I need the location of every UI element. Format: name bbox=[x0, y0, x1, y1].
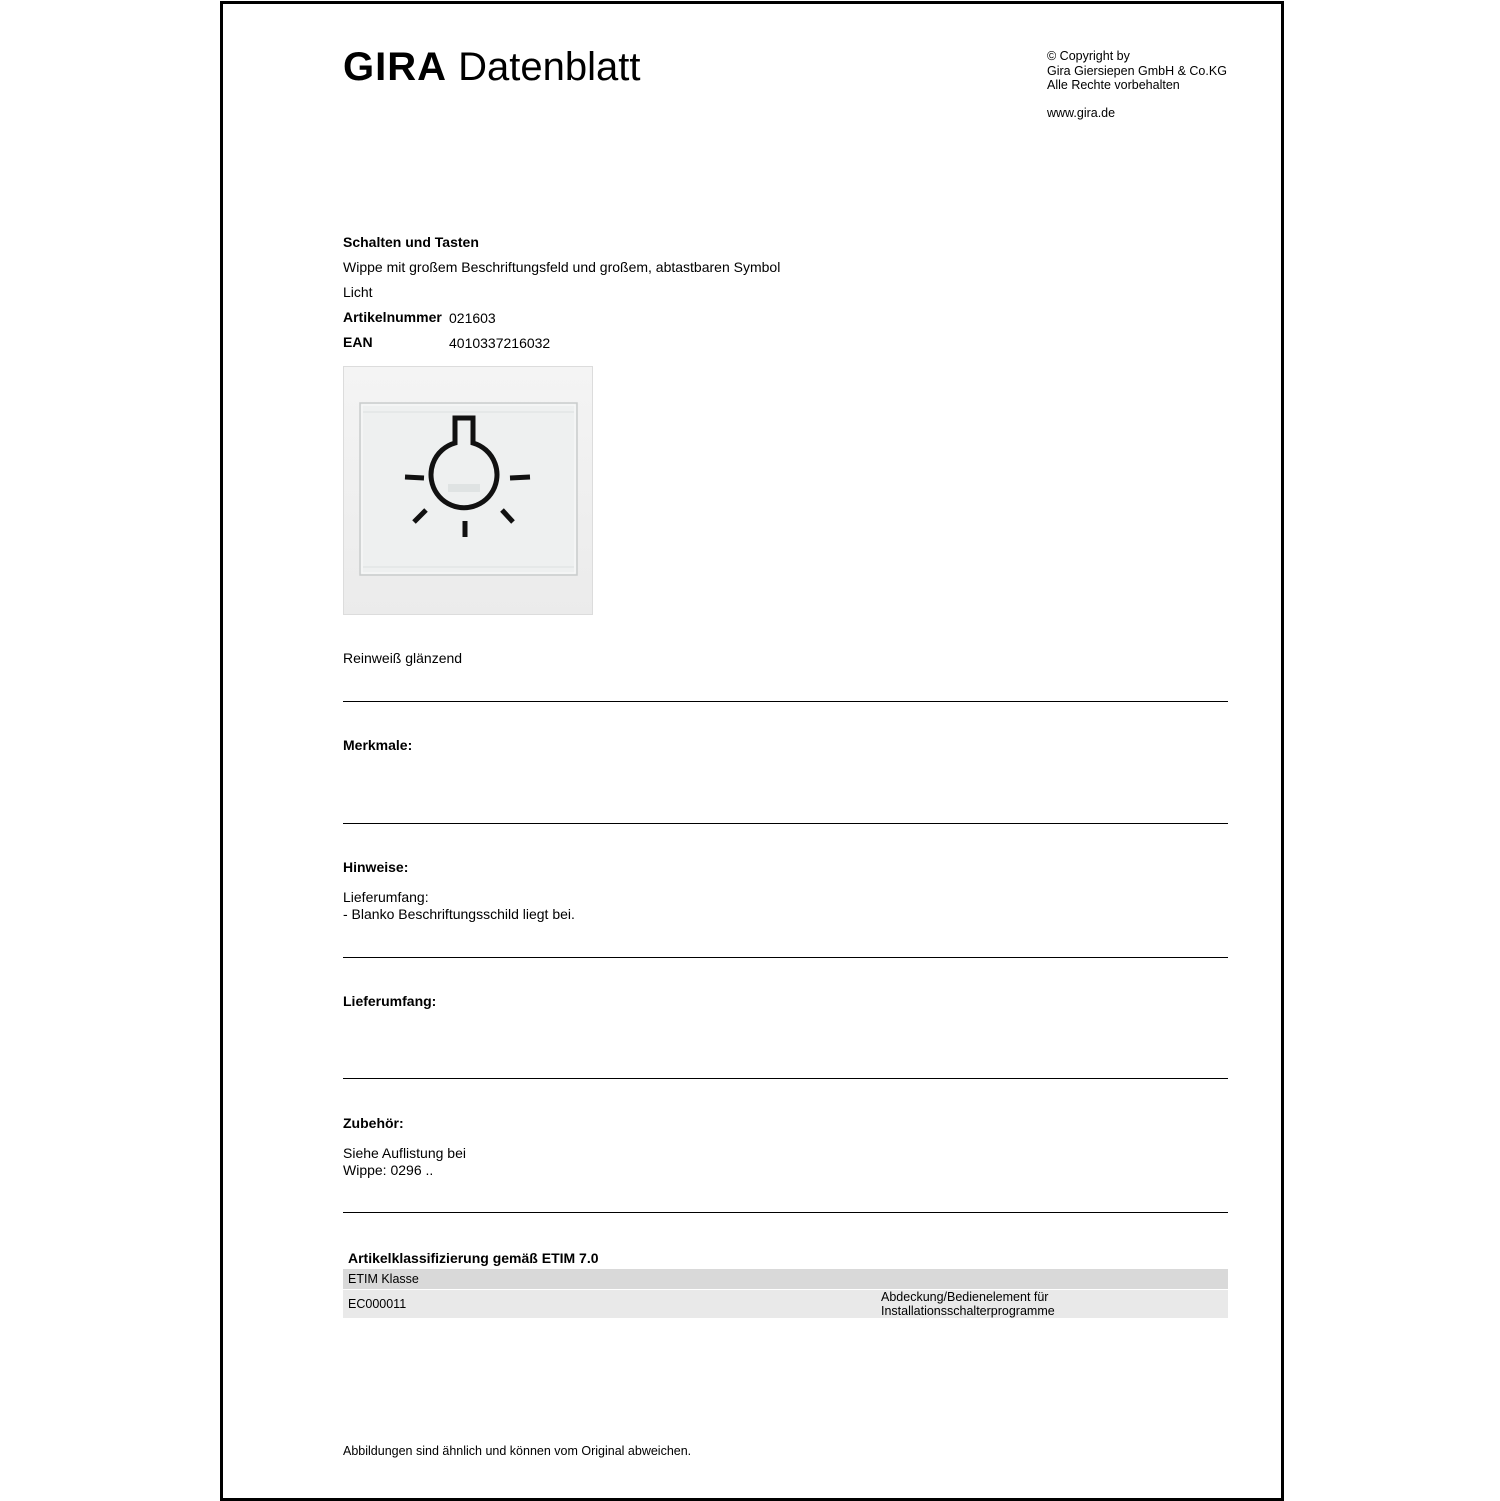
hinweise-line: - Blanko Beschriftungsschild liegt bei. bbox=[343, 906, 575, 922]
zubehoer-line: Siehe Auflistung bei bbox=[343, 1145, 466, 1161]
etim-class-name-line: Abdeckung/Bedienelement für bbox=[881, 1290, 1049, 1304]
product-finish: Reinweiß glänzend bbox=[343, 650, 463, 666]
hinweise-text bbox=[343, 889, 575, 923]
zubehoer-line: Wippe: 0296 .. bbox=[343, 1162, 434, 1178]
etim-title: Artikelklassifizierung gemäß ETIM 7.0 bbox=[348, 1250, 599, 1266]
product-category: Schalten und Tasten bbox=[343, 234, 479, 250]
product-variant: Licht bbox=[343, 284, 373, 300]
divider bbox=[343, 957, 1228, 958]
etim-class-name bbox=[881, 1290, 1055, 1318]
ean-value: 4010337216032 bbox=[449, 335, 551, 351]
article-number-label: Artikelnummer bbox=[343, 309, 442, 325]
brand-title bbox=[343, 44, 640, 90]
copyright-block bbox=[1047, 49, 1227, 93]
copyright-line: © Copyright by bbox=[1047, 49, 1130, 63]
product-description: Wippe mit großem Beschriftungsfeld und großem, abtastbaren Symbol bbox=[343, 259, 781, 275]
gira-logo: GIRA bbox=[343, 45, 447, 89]
divider bbox=[343, 1212, 1228, 1213]
copyright-line: Gira Giersiepen GmbH & Co.KG bbox=[1047, 63, 1227, 78]
section-heading-zubehoer: Zubehör: bbox=[343, 1115, 404, 1131]
etim-table-header bbox=[343, 1269, 1228, 1289]
etim-header-label: ETIM Klasse bbox=[348, 1272, 419, 1286]
table-row bbox=[343, 1290, 1228, 1318]
section-heading-lieferumfang: Lieferumfang: bbox=[343, 993, 437, 1009]
section-heading-hinweise: Hinweise: bbox=[343, 859, 409, 875]
section-heading-merkmale: Merkmale: bbox=[343, 737, 413, 753]
ean-label: EAN bbox=[343, 334, 373, 350]
divider bbox=[343, 701, 1228, 702]
page-title: Datenblatt bbox=[458, 45, 641, 89]
divider bbox=[343, 823, 1228, 824]
etim-class-name-line: Installationsschalterprogramme bbox=[881, 1304, 1055, 1318]
website-link[interactable]: www.gira.de bbox=[1047, 106, 1116, 120]
etim-class-code: EC000011 bbox=[348, 1297, 407, 1311]
divider bbox=[343, 1078, 1228, 1079]
copyright-line: Alle Rechte vorbehalten bbox=[1047, 78, 1180, 92]
hinweise-line: Lieferumfang: bbox=[343, 889, 429, 905]
zubehoer-text bbox=[343, 1145, 466, 1179]
light-bulb-symbol-icon bbox=[343, 366, 593, 615]
footer-disclaimer: Abbildungen sind ähnlich und können vom Original abweichen. bbox=[343, 1444, 692, 1458]
article-number-value: 021603 bbox=[449, 310, 496, 326]
product-image bbox=[343, 366, 593, 615]
